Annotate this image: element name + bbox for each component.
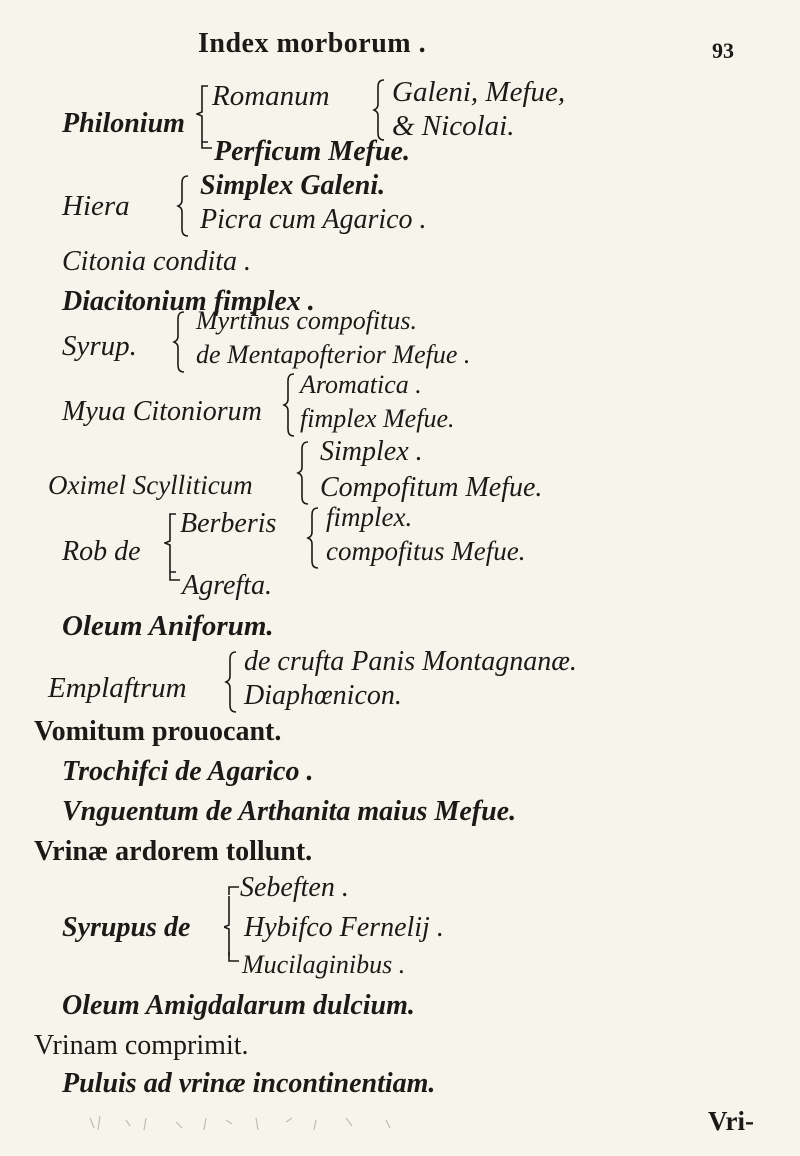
brace-berberis xyxy=(306,506,322,570)
vrinae-syrupus-label: Syrupus de xyxy=(62,912,191,943)
myua-item-2: fimplex Mefue. xyxy=(300,404,455,433)
syrup-item-2: de Mentapofterior Mefue . xyxy=(196,340,471,369)
brace-hiera xyxy=(176,174,192,238)
entry-hiera-label: Hiera xyxy=(62,190,130,222)
hiera-item-1: Simplex Galeni. xyxy=(200,170,386,201)
running-head-title: Index morborum . xyxy=(198,28,427,59)
syrupus-item-2: Hybifco Fernelij . xyxy=(244,912,444,943)
vrinae-oleum: Oleum Amigdalarum dulcium. xyxy=(62,990,415,1021)
oximel-item-1: Simplex . xyxy=(320,436,423,467)
bracket-tail-mucilaginibus xyxy=(226,952,240,966)
entry-oleum-anisorum: Oleum Aniforum. xyxy=(62,610,274,642)
syrupus-item-3: Mucilaginibus . xyxy=(242,950,406,979)
brace-emplastrum xyxy=(224,650,240,714)
entry-philonium-label: Philonium xyxy=(62,108,185,139)
brace-oximel xyxy=(296,440,312,506)
berberis-item-2: compofitus Mefue. xyxy=(326,536,526,566)
bracket-head-sebesten xyxy=(226,882,240,896)
vomitum-item-2: Vnguentum de Arthanita maius Mefue. xyxy=(62,796,517,827)
vomitum-item-1: Trochifci de Agarico . xyxy=(62,756,314,787)
entry-oximel-label: Oximel Scylliticum xyxy=(48,470,253,500)
entry-rob-label: Rob de xyxy=(62,536,141,567)
bracket-tail-persicum xyxy=(199,142,213,152)
left-brace-rob xyxy=(164,512,178,574)
brace-syrup xyxy=(172,310,188,374)
left-brace-syrupus xyxy=(224,896,238,956)
right-brace-romanum xyxy=(372,78,388,142)
philonium-romanum: Romanum xyxy=(212,80,330,112)
syrupus-item-1: Sebeften . xyxy=(240,872,349,903)
entry-citonia: Citonia condita . xyxy=(62,246,251,277)
rob-agresta: Agrefta. xyxy=(182,570,272,601)
entry-syrup-label: Syrup. xyxy=(62,330,137,362)
romanum-source-2: & Nicolai. xyxy=(392,110,515,142)
bracket-tail-agresta xyxy=(167,572,181,586)
myua-item-1: Aromatica . xyxy=(300,370,422,399)
romanum-source-1: Galeni, Mefue, xyxy=(392,76,566,108)
page-number: 93 xyxy=(712,38,734,63)
entry-emplastrum-label: Emplaftrum xyxy=(48,672,187,704)
left-brace-philonium xyxy=(196,84,210,144)
catchword: Vri- xyxy=(708,1106,754,1136)
section-heading-vrinae-ardorem: Vrinæ ardorem tollunt. xyxy=(34,836,313,867)
rob-berberis: Berberis xyxy=(180,508,277,539)
brace-myua xyxy=(282,372,298,438)
show-through-marks xyxy=(86,1112,426,1136)
entry-diacitonium: Diacitonium fimplex . xyxy=(62,286,315,317)
emplastrum-item-2: Diaphœnicon. xyxy=(244,680,402,711)
entry-myua-label: Myua Citoniorum xyxy=(62,396,262,427)
berberis-item-1: fimplex. xyxy=(326,502,413,532)
section-heading-vomitum: Vomitum prouocant. xyxy=(34,716,282,747)
hiera-item-2: Picra cum Agarico . xyxy=(200,204,427,235)
philonium-persicum: Perficum Mefue. xyxy=(214,136,410,167)
syrup-item-1: Myrtinus compofitus. xyxy=(196,306,417,335)
section-heading-vrinam: Vrinam comprimit. xyxy=(34,1030,249,1061)
emplastrum-item-1: de crufta Panis Montagnanæ. xyxy=(244,646,577,677)
vrinam-item-1: Puluis ad vrinæ incontinentiam. xyxy=(62,1068,436,1099)
oximel-item-2: Compofitum Mefue. xyxy=(320,472,543,503)
